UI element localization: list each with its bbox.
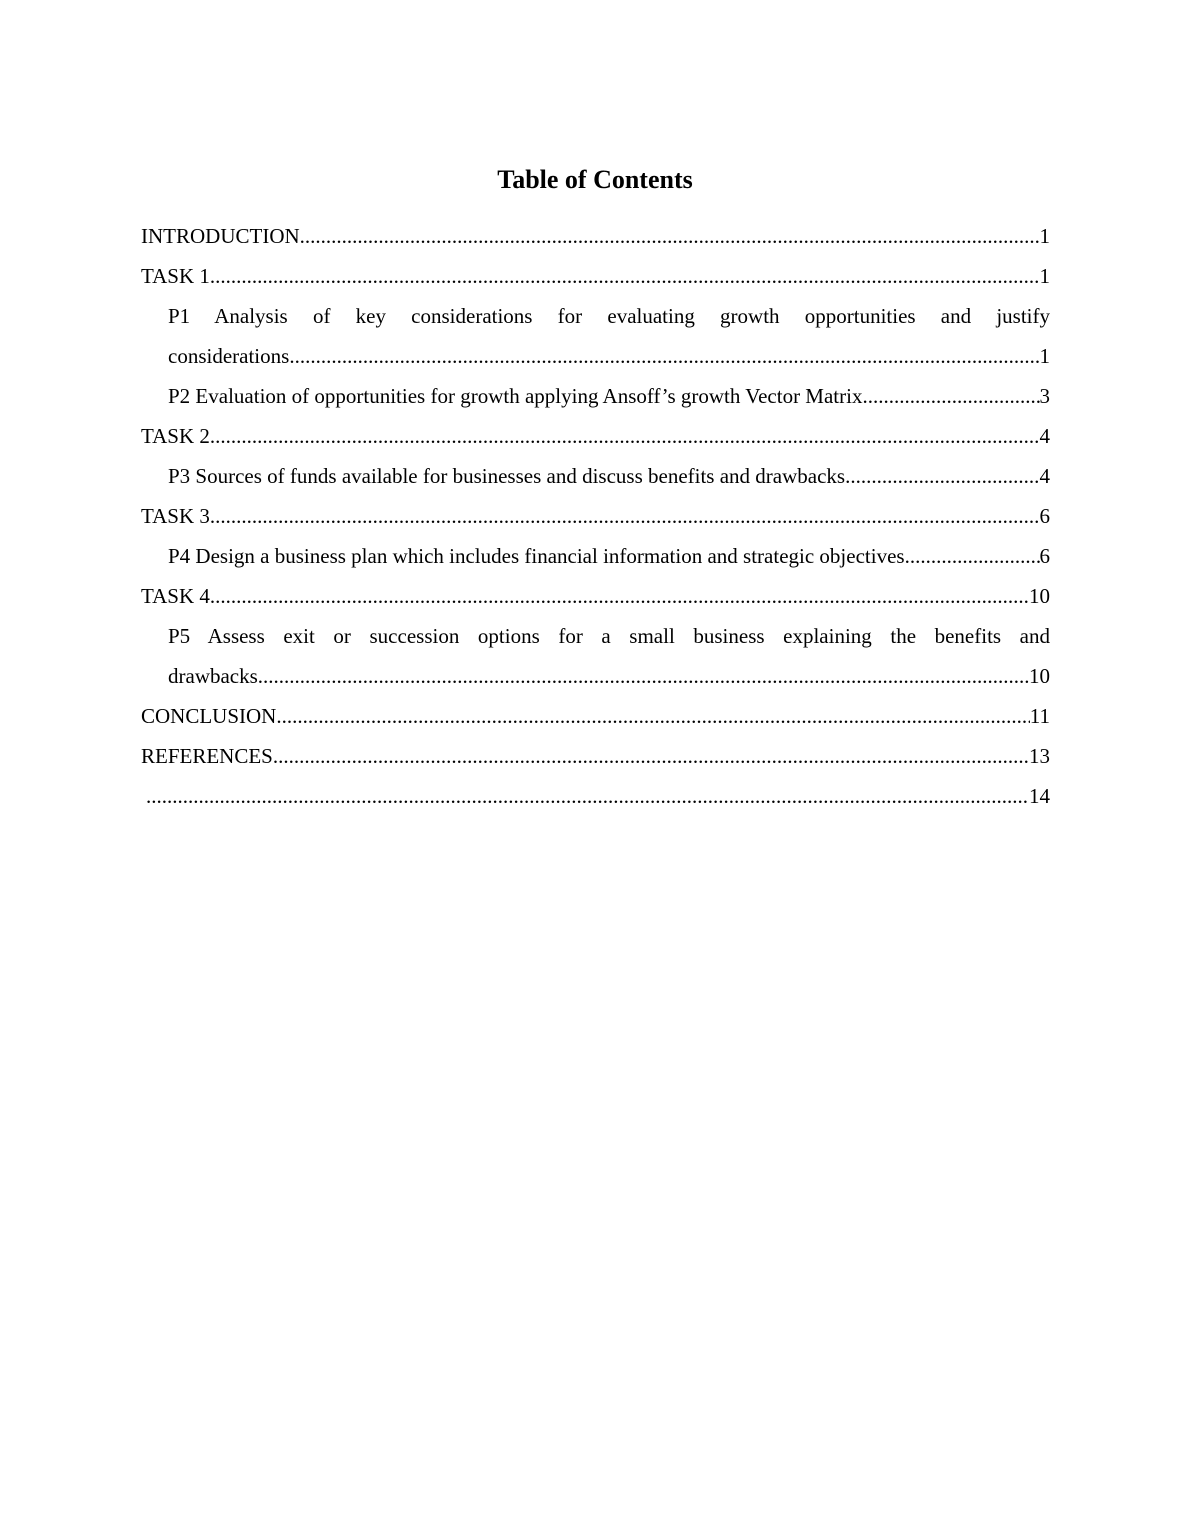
toc-page-number: 1 xyxy=(1039,224,1050,248)
toc-dot-leader xyxy=(210,416,1040,456)
toc-page-number: 1 xyxy=(1039,344,1050,368)
toc-entry-label: CONCLUSION xyxy=(141,704,277,728)
toc-entry-task-2[interactable] xyxy=(141,416,1050,456)
toc-dot-leader xyxy=(289,336,1039,376)
toc-page-number: 4 xyxy=(1039,464,1050,488)
toc-dot-leader xyxy=(276,696,1029,736)
toc-page-number: 10 xyxy=(1029,584,1050,608)
toc-entry-task-3[interactable] xyxy=(141,496,1050,536)
toc-page-number: 14 xyxy=(1029,784,1050,808)
page-title: Table of Contents xyxy=(497,165,693,194)
toc-entry-label: TASK 4 xyxy=(141,584,210,608)
toc-entry-label: TASK 2 xyxy=(141,424,210,448)
toc-page-number: 1 xyxy=(1039,264,1050,288)
toc-entry-label: REFERENCES xyxy=(141,744,273,768)
toc-dot-leader xyxy=(210,496,1040,536)
toc-page-number: 10 xyxy=(1029,664,1050,688)
toc-entry-label: P4 Design a business plan which includes financial information and strategic objectives xyxy=(168,544,905,568)
toc-entry-line2 xyxy=(168,656,1050,696)
toc-dot-leader xyxy=(862,376,1039,416)
toc-entry-p4[interactable] xyxy=(141,536,1050,576)
toc-entry-p5[interactable] xyxy=(141,616,1050,696)
toc-entry-label: P3 Sources of funds available for businesses and discuss benefits and drawbacks xyxy=(168,464,846,488)
toc-entry-p2[interactable] xyxy=(141,376,1050,416)
toc-entry-label-line1: P5 Assess exit or succession options for a small business explaining the benefits and xyxy=(168,624,1050,648)
toc-entry-p3[interactable] xyxy=(141,456,1050,496)
toc-dot-leader xyxy=(905,536,1040,576)
toc-entry-label: TASK 3 xyxy=(141,504,210,528)
toc-dot-leader xyxy=(146,776,1029,816)
toc-page-number: 13 xyxy=(1029,744,1050,768)
toc-page-number: 3 xyxy=(1039,384,1050,408)
toc-entry-introduction[interactable] xyxy=(141,216,1050,256)
toc-dot-leader xyxy=(258,656,1029,696)
toc-entry-label: TASK 1 xyxy=(141,264,210,288)
toc-entry-conclusion[interactable] xyxy=(141,696,1050,736)
toc-entry-untitled[interactable] xyxy=(141,776,1050,816)
toc-page-number: 6 xyxy=(1039,504,1050,528)
toc-entry-task-1[interactable] xyxy=(141,256,1050,296)
toc-dot-leader xyxy=(210,576,1029,616)
toc-page-number: 4 xyxy=(1039,424,1050,448)
toc-entry-label-line2: considerations xyxy=(168,344,290,368)
toc-entry-task-4[interactable] xyxy=(141,576,1050,616)
toc-entry-label: INTRODUCTION xyxy=(141,224,300,248)
toc-dot-leader xyxy=(845,456,1039,496)
toc-dot-leader xyxy=(210,256,1040,296)
toc-entry-p1[interactable] xyxy=(141,296,1050,376)
toc-entry-label-line2: drawbacks xyxy=(168,664,258,688)
toc-dot-leader xyxy=(300,216,1040,256)
toc-entry-line2 xyxy=(168,336,1050,376)
toc-entry-label-line1: P1 Analysis of key considerations for evaluating growth opportunities and justify xyxy=(168,304,1050,328)
toc-entry-label: P2 Evaluation of opportunities for growth applying Ansoff’s growth Vector Matrix xyxy=(168,384,863,408)
toc-page-number: 11 xyxy=(1029,704,1050,728)
toc-page-number: 6 xyxy=(1039,544,1050,568)
toc-dot-leader xyxy=(273,736,1029,776)
table-of-contents xyxy=(141,216,1050,816)
toc-entry-references[interactable] xyxy=(141,736,1050,776)
